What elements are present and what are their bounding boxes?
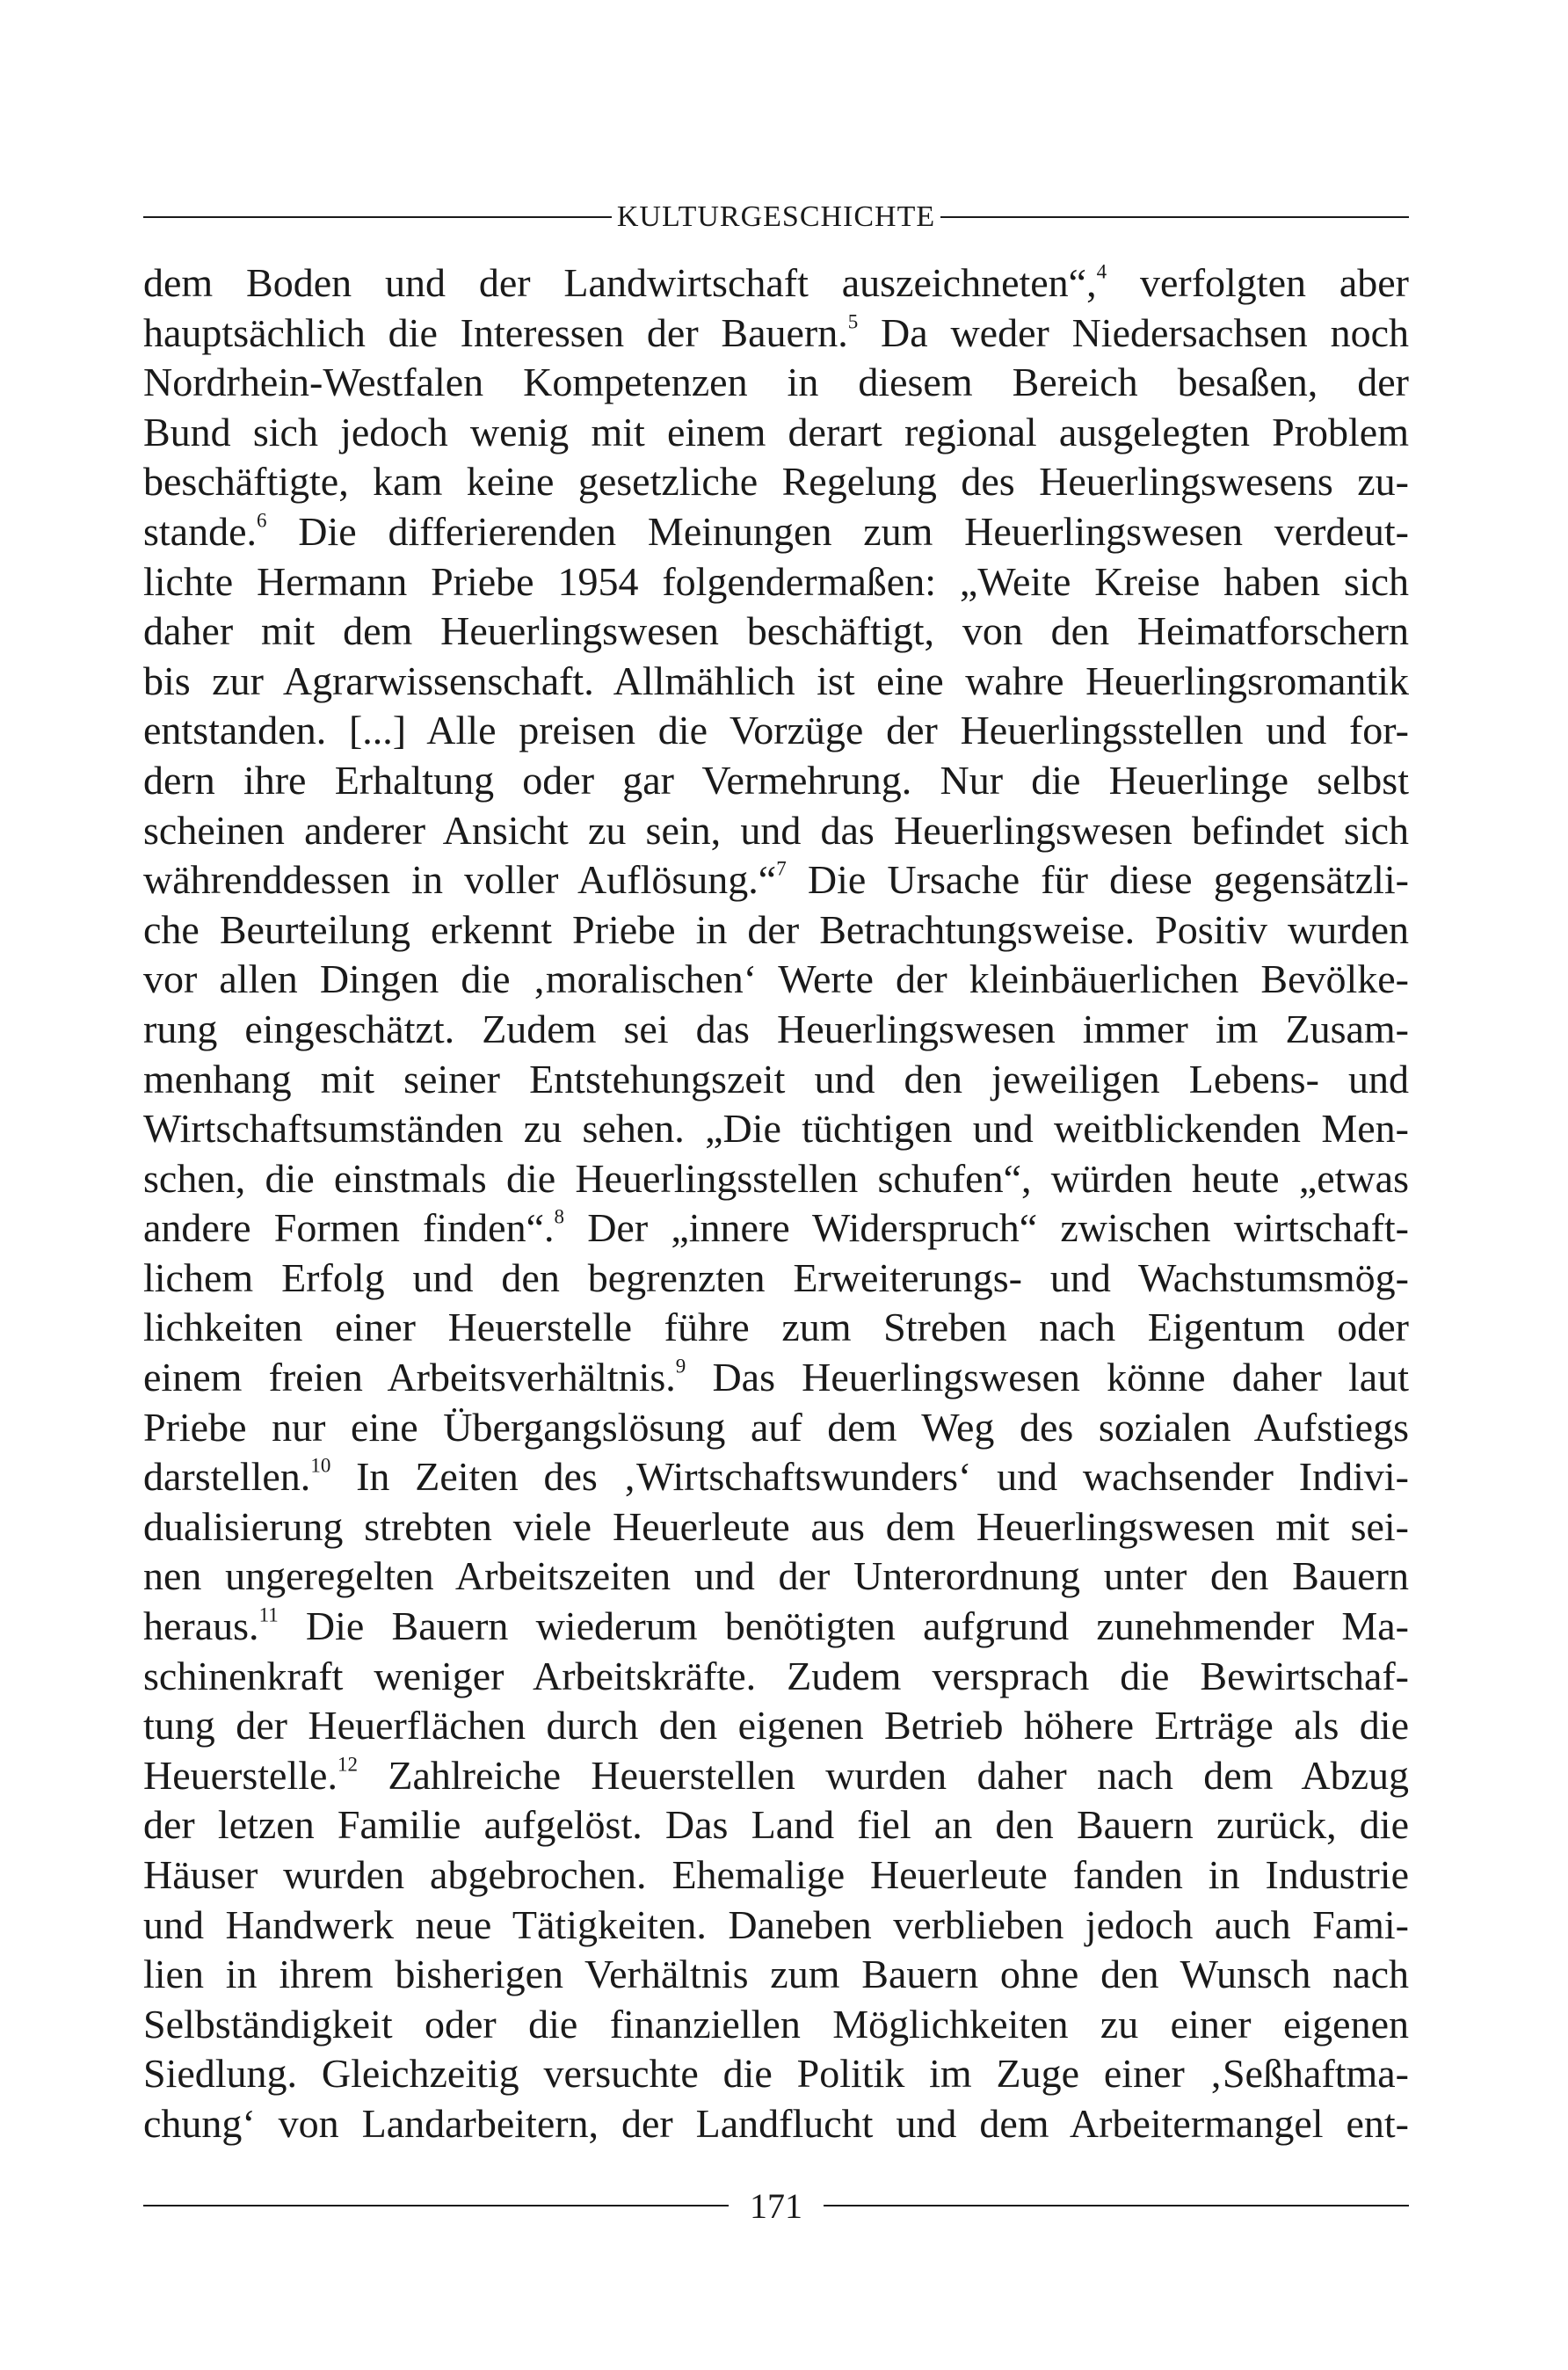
text-run: Die Ursache für diese gegensätzli-: [786, 857, 1409, 903]
text-line: [143, 1950, 1409, 2000]
footnote-marker: 5: [847, 309, 859, 332]
text-run: stande.: [143, 508, 258, 554]
text-run: der letzen Familie aufgelöst. Das Land fiel an den Bauern zurück, die: [143, 1802, 1409, 1848]
text-line: [143, 1005, 1409, 1055]
text-run: Das Heuerlingswesen könne daher laut: [686, 1355, 1409, 1400]
text-run: chung‘ von Landarbeitern, der Landflucht und dem Arbeitermangel ent-: [143, 2100, 1409, 2146]
text-run: beschäftigte, kam keine gesetzliche Regelung des Heuerlingswesens zu-: [143, 459, 1409, 505]
text-run: heraus.: [143, 1603, 259, 1649]
text-run: Nordrhein-Westfalen Kompetenzen in diesem Bereich besaßen, der: [143, 360, 1409, 405]
text-run: währenddessen in voller Auflösung.“: [143, 857, 777, 903]
header-rule-right: [940, 216, 1409, 218]
text-line: [143, 607, 1409, 657]
text-run: bis zur Agrarwissenschaft. Allmählich ist eine wahre Heuerlingsromantik: [143, 658, 1409, 703]
text-run: dem Boden und der Landwirtschaft auszeichneten“,: [143, 260, 1097, 305]
text-line: [143, 1502, 1409, 1552]
footnote-marker: 8: [554, 1205, 564, 1228]
text-line: [143, 806, 1409, 856]
text-line: [143, 1850, 1409, 1901]
text-line: [143, 955, 1409, 1005]
footnote-marker: 11: [258, 1603, 279, 1626]
text-run: andere Formen finden“.: [143, 1205, 555, 1251]
text-run: che Beurteilung erkennt Priebe in der Betrachtungsweise. Positiv wurden: [143, 906, 1409, 952]
text-run: nen ungeregelten Arbeitszeiten und der Unterordnung unter den Bauern: [143, 1553, 1409, 1599]
text-line: [143, 408, 1409, 458]
text-run: und Handwerk neue Tätigkeiten. Daneben verblieben jedoch auch Fami-: [143, 1901, 1409, 1947]
text-line: [143, 1353, 1409, 1403]
text-line: [143, 1104, 1409, 1154]
text-line: [143, 1452, 1409, 1502]
text-run: Zahlreiche Heuerstellen wurden daher nach dem Abzug: [357, 1752, 1409, 1798]
text-line: [143, 1203, 1409, 1254]
text-run: darstellen.: [143, 1454, 311, 1500]
text-run: vor allen Dingen die ‚moralischen‘ Werte der kleinbäuerlichen Bevölke-: [143, 956, 1409, 1002]
text-line: [143, 557, 1409, 607]
text-line: [143, 706, 1409, 756]
text-line: [143, 855, 1409, 905]
text-run: Häuser wurden abgebrochen. Ehemalige Heuerleute fanden in Industrie: [143, 1852, 1409, 1897]
text-run: scheinen anderer Ansicht zu sein, und das Heuerlingswesen befindet sich: [143, 807, 1409, 853]
footnote-marker: 7: [776, 857, 787, 880]
text-line: [143, 1254, 1409, 1304]
text-line: [143, 1055, 1409, 1105]
header-rule-left: [143, 216, 612, 218]
text-run: entstanden. [...] Alle preisen die Vorzüge der Heuerlingsstellen und for-: [143, 708, 1409, 753]
text-run: verfolgten aber: [1107, 260, 1409, 305]
body-text: [143, 258, 1409, 2149]
text-run: dern ihre Erhaltung oder gar Vermehrung. Nur die Heuerlinge selbst: [143, 757, 1409, 803]
text-line: [143, 1154, 1409, 1204]
text-run: dualisierung strebten viele Heuerleute aus dem Heuerlingswesen mit sei-: [143, 1503, 1409, 1549]
page-header: [143, 195, 1409, 239]
text-line: [143, 358, 1409, 408]
text-run: lichem Erfolg und den begrenzten Erweiterungs- und Wachstumsmög-: [143, 1254, 1409, 1300]
text-run: Die differierenden Meinungen zum Heuerlingswesen verdeut-: [266, 508, 1409, 554]
text-line: [143, 258, 1409, 309]
text-line: [143, 309, 1409, 359]
text-line: [143, 1800, 1409, 1850]
text-run: Wirtschaftsumständen zu sehen. „Die tüchtigen und weitblickenden Men-: [143, 1106, 1409, 1152]
text-line: [143, 1552, 1409, 1602]
text-line: [143, 1901, 1409, 1951]
text-run: einem freien Arbeitsverhältnis.: [143, 1355, 676, 1400]
text-run: In Zeiten des ‚Wirtschaftswunders‘ und wachsender Indivi-: [330, 1454, 1409, 1500]
footnote-marker: 9: [675, 1355, 686, 1378]
footnote-marker: 12: [337, 1753, 358, 1776]
text-run: menhang mit seiner Entstehungszeit und den jeweiligen Lebens- und: [143, 1056, 1409, 1101]
text-run: Der „innere Widerspruch“ zwischen wirtschaft-: [564, 1205, 1409, 1251]
text-run: Priebe nur eine Übergangslösung auf dem Weg des sozialen Aufstiegs: [143, 1404, 1409, 1450]
text-line: [143, 2099, 1409, 2149]
text-line: [143, 457, 1409, 507]
footer-rule-left: [143, 2205, 729, 2206]
text-run: hauptsächlich die Interessen der Bauern.: [143, 309, 848, 355]
text-run: tung der Heuerflächen durch den eigenen Betrieb höhere Erträge als die: [143, 1703, 1409, 1748]
text-run: lichkeiten einer Heuerstelle führe zum Streben nach Eigentum oder: [143, 1305, 1409, 1350]
footnote-marker: 10: [310, 1454, 331, 1477]
text-run: Heuerstelle.: [143, 1752, 338, 1798]
text-line: [143, 1303, 1409, 1353]
text-line: [143, 2000, 1409, 2050]
text-run: Siedlung. Gleichzeitig versuchte die Politik im Zuge einer ‚Seßhaftma-: [143, 2051, 1409, 2097]
text-line: [143, 1751, 1409, 1801]
text-line: [143, 507, 1409, 557]
text-line: [143, 2049, 1409, 2099]
page-footer: [143, 2184, 1409, 2228]
footer-rule-right: [824, 2205, 1409, 2206]
text-line: [143, 1602, 1409, 1652]
text-line: [143, 657, 1409, 707]
text-run: Bund sich jedoch wenig mit einem derart regional ausgelegten Problem: [143, 409, 1409, 454]
text-run: Da weder Niedersachsen noch: [858, 309, 1409, 355]
text-run: schen, die einstmals die Heuerlingsstellen schufen“, würden heute „etwas: [143, 1155, 1409, 1201]
text-line: [143, 1403, 1409, 1453]
running-head: KULTURGESCHICHTE: [616, 200, 936, 233]
text-line: [143, 905, 1409, 956]
text-run: Selbständigkeit oder die finanziellen Möglichkeiten zu einer eigenen: [143, 2001, 1409, 2046]
text-line: [143, 756, 1409, 806]
text-run: lien in ihrem bisherigen Verhältnis zum Bauern ohne den Wunsch nach: [143, 1952, 1409, 1997]
text-line: [143, 1652, 1409, 1702]
text-line: [143, 1701, 1409, 1751]
text-run: Die Bauern wiederum benötigten aufgrund zunehmender Ma-: [278, 1603, 1409, 1649]
footnote-marker: 6: [257, 509, 267, 532]
text-run: daher mit dem Heuerlingswesen beschäftigt, von den Heimatforschern: [143, 608, 1409, 654]
text-run: rung eingeschätzt. Zudem sei das Heuerlingswesen immer im Zusam-: [143, 1006, 1409, 1051]
page-number: 171: [750, 2185, 802, 2226]
text-run: lichte Hermann Priebe 1954 folgendermaßen: „Weite Kreise haben sich: [143, 558, 1409, 604]
text-run: schinenkraft weniger Arbeitskräfte. Zudem versprach die Bewirtschaf-: [143, 1653, 1409, 1698]
footnote-marker: 4: [1096, 260, 1107, 283]
